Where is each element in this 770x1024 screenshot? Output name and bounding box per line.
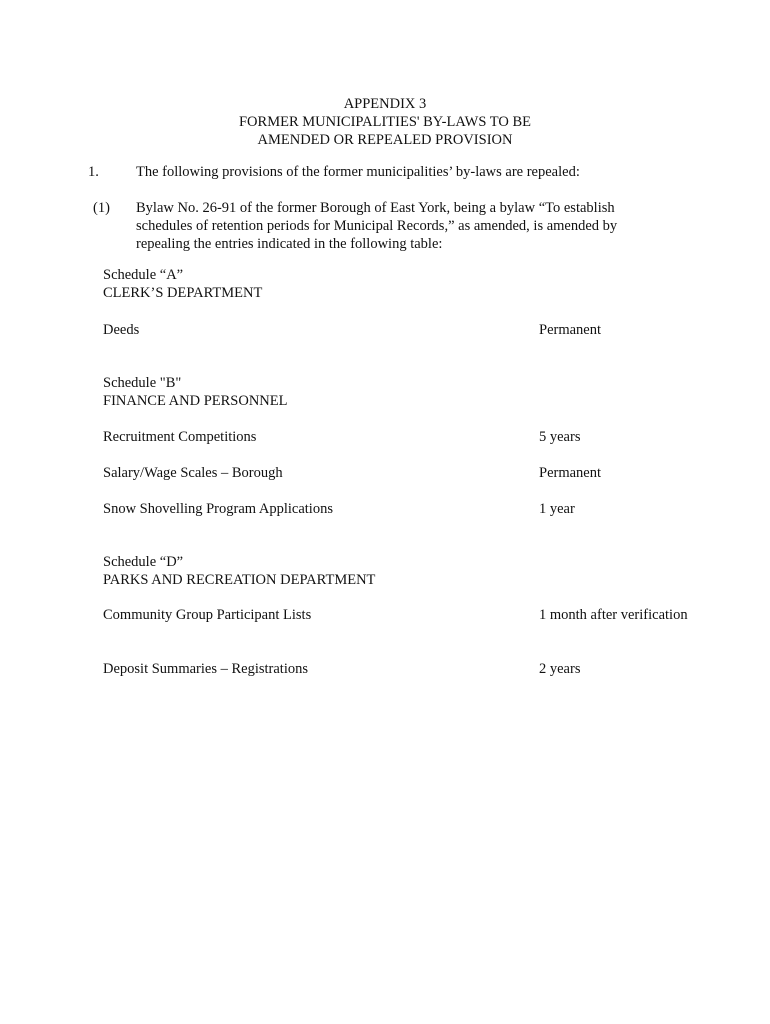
retention-period: Permanent [539, 465, 602, 481]
retention-period: 1 year [539, 501, 575, 517]
record-item: Recruitment Competitions [103, 429, 257, 445]
schedule-department: FINANCE AND PERSONNEL [103, 393, 288, 409]
schedule-name: Schedule "B" [103, 375, 182, 391]
appendix-title: APPENDIX 3 [343, 96, 427, 112]
paragraph-1-text: The following provisions of the former municipalities’ by-laws are repealed: [136, 164, 580, 180]
record-item: Community Group Participant Lists [103, 607, 312, 623]
schedule-department: PARKS AND RECREATION DEPARTMENT [103, 572, 376, 588]
paragraph-1-1-line: repealing the entries indicated in the following table: [136, 236, 443, 252]
schedule-a-heading [103, 266, 262, 302]
retention-period: 1 month after verification [539, 607, 688, 623]
record-item: Salary/Wage Scales – Borough [103, 465, 283, 481]
schedule-department: CLERK’S DEPARTMENT [103, 285, 263, 301]
schedule-b-heading [103, 374, 288, 410]
schedule-name: Schedule “D” [103, 554, 184, 570]
record-item: Deeds [103, 322, 140, 338]
schedule-name: Schedule “A” [103, 267, 184, 283]
schedule-d-heading [103, 553, 375, 589]
paragraph-1-1-line: Bylaw No. 26-91 of the former Borough of East York, being a bylaw “To establish [136, 200, 615, 216]
paragraph-1-number: 1. [88, 164, 99, 180]
retention-period: Permanent [539, 322, 602, 338]
appendix-subtitle-line-1: FORMER MUNICIPALITIES' BY-LAWS TO BE [238, 114, 532, 130]
retention-period: 5 years [539, 429, 581, 445]
paragraph-1-1-number: (1) [93, 200, 110, 216]
retention-period: 2 years [539, 661, 581, 677]
appendix-subtitle-line-2: AMENDED OR REPEALED PROVISION [257, 132, 513, 148]
record-item: Snow Shovelling Program Applications [103, 501, 333, 517]
paragraph-1-1-line: schedules of retention periods for Municipal Records,” as amended, is amended by [136, 218, 618, 234]
record-item: Deposit Summaries – Registrations [103, 661, 308, 677]
appendix-heading [0, 95, 770, 149]
